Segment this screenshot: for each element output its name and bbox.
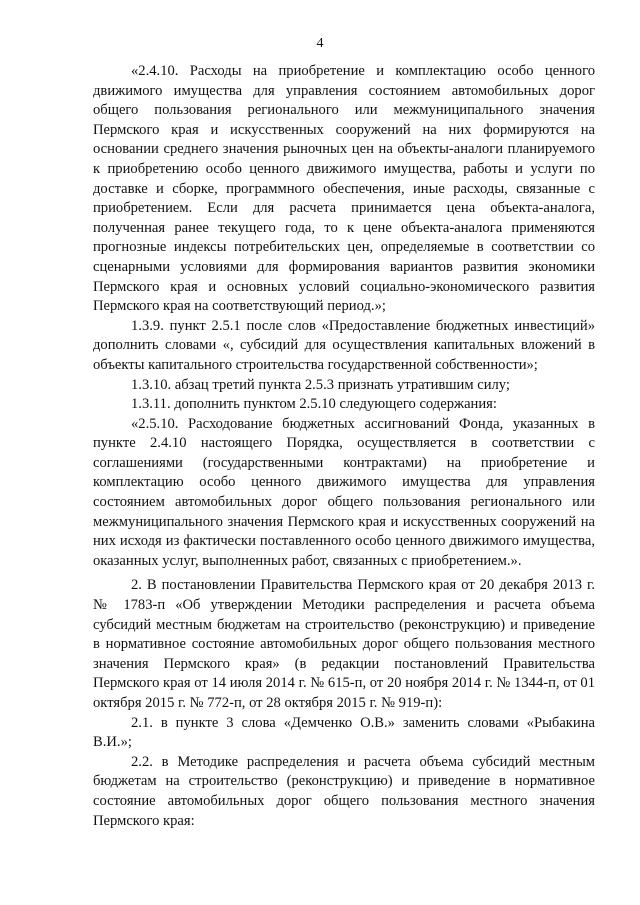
paragraph-1-3-11: 1.3.11. дополнить пунктом 2.5.10 следующего содержания: xyxy=(131,396,497,413)
paragraph-2-2: 2.2. в Методике распределения и расчета объема субсидий местным бюджетам на строительство (реконструкцию) и приведение в нормативное состояние автомобильных дорог общего пользования местного значения Пермского края: xyxy=(93,753,595,829)
paragraph-item-2: 2. В постановлении Правительства Пермского края от 20 декабря 2013 г. № 1783-п «Об утверждении Методики распределения и расчета объема субсидий местным бюджетам на строительство (реконструкцию) и приведение в нормативное состояние автомобильных дорог общего пользования местного значения Пермского края» (в редакции постановлений Правительства Пермского края от 14 июля 2014 г. № 615-п, от 20 ноября 2014 г. № 1344-п, от 01 октября 2015 г. № 772-п, от 28 октября 2015 г. № 919-п): xyxy=(93,577,595,711)
page-number: 4 xyxy=(316,36,324,51)
paragraph-1-3-9: 1.3.9. пункт 2.5.1 после слов «Предоставление бюджетных инвестиций» дополнить словами «, субсидий для осуществления капитальных вложений в объекты капитального строительства государственной собственности»; xyxy=(93,317,595,373)
document-body xyxy=(93,62,595,831)
paragraph-1-3-10: 1.3.10. абзац третий пункта 2.5.3 признать утратившим силу; xyxy=(131,376,510,393)
paragraph-2-5-10: «2.5.10. Расходование бюджетных ассигнований Фонда, указанных в пункте 2.4.10 настоящего Порядка, осуществляется в соответствии с соглашениями (государственными контрактами) на приобретение и комплектацию особо ценного движимого имущества для управления состоянием автомобильных дорог общего пользования регионального или межмуниципального значения Пермского края и искусственных сооружений на них исходя из фактически поставленного особо ценного движимого имущества, оказанных услуг, выполненных работ, связанных с приобретением.». xyxy=(93,415,595,569)
paragraph-2-4-10: «2.4.10. Расходы на приобретение и комплектацию особо ценного движимого имущества для управления состоянием автомобильных дорог общего пользования регионального или межмуниципального значения Пермского края и искусственных сооружений на них формируются на основании среднего значения рыночных цен на объекты-аналоги планируемого к приобретению особо ценного движимого имущества, работы и услуги по доставке и сборке, программного обеспечения, иные расходы, связанные с приобретением. Если для расчета принимается цена объекта-аналога, полученная ранее текущего года, то к цене объекта-аналога применяются прогнозные индексы потребительских цен, определяемые в соответствии со сценарными условиями для формирования вариантов развития экономики Пермского края и основных условий социально-экономического развития Пермского края на соответствующий период.»; xyxy=(93,63,595,315)
paragraph-2-1: 2.1. в пункте 3 слова «Демченко О.В.» заменить словами «Рыбакина В.И.»; xyxy=(93,714,595,751)
